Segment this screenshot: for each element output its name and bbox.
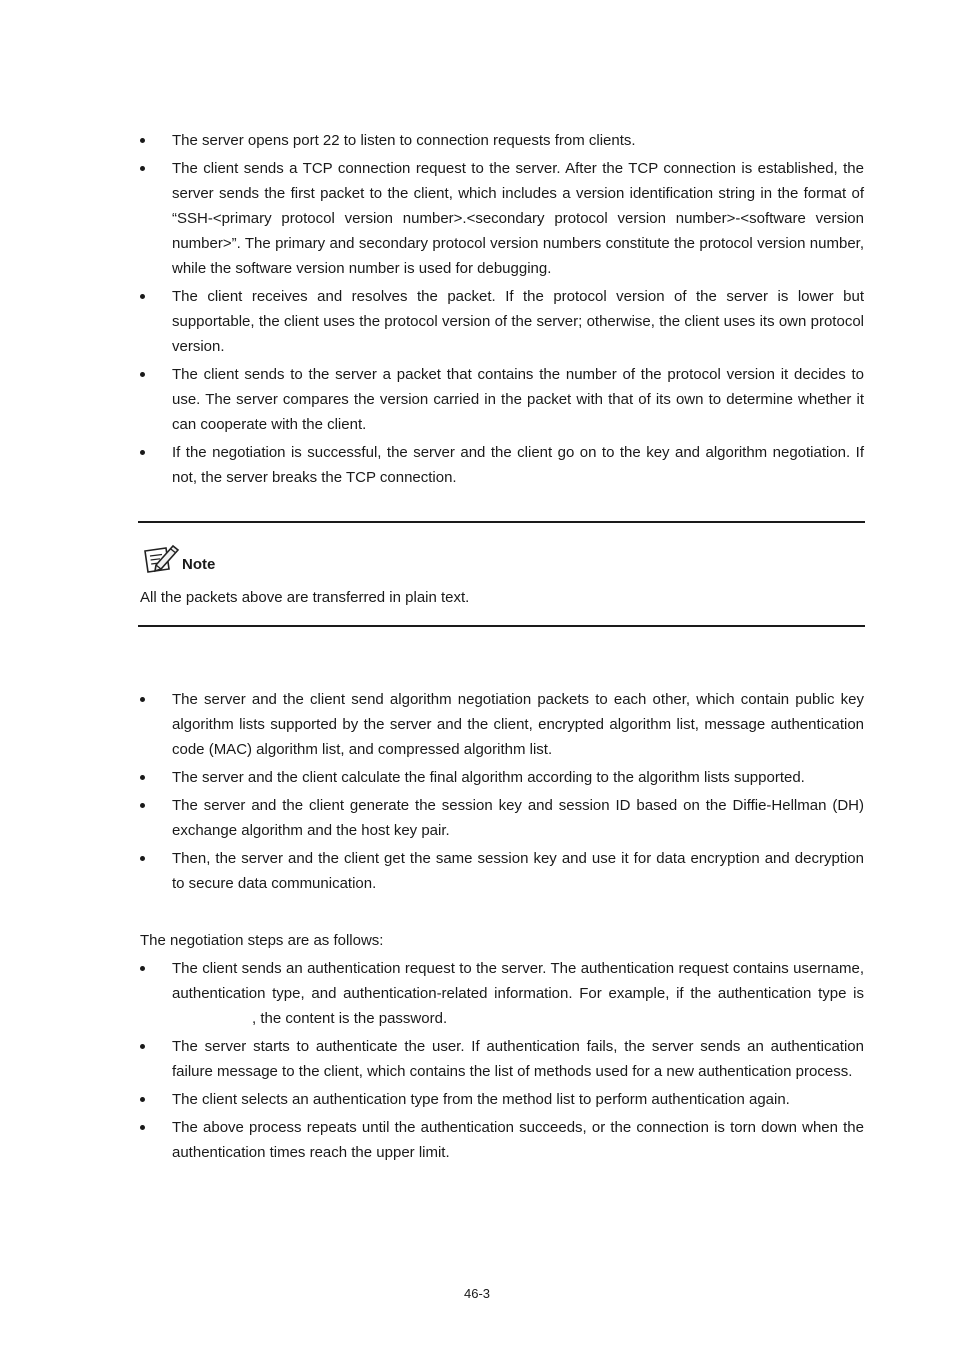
list-item: The server and the client generate the session key and session ID based on the Diffie-Hellman (DH) exchange algorithm and the host key pair. bbox=[140, 793, 864, 843]
authentication-intro: The negotiation steps are as follows: bbox=[140, 932, 384, 949]
page-number: 46-3 bbox=[463, 1286, 491, 1301]
bullet-icon bbox=[140, 803, 145, 808]
bullet-icon bbox=[140, 966, 145, 971]
list-item: The server opens port 22 to listen to connection requests from clients. bbox=[140, 128, 864, 153]
bullet-icon bbox=[140, 450, 145, 455]
version-negotiation-list bbox=[140, 128, 864, 493]
bullet-icon bbox=[140, 138, 145, 143]
bullet-icon bbox=[140, 1125, 145, 1130]
list-item: The server starts to authenticate the user. If authentication fails, the server sends an authentication failure message to the client, which contains the list of methods used for a new authentication process. bbox=[140, 1034, 864, 1084]
list-item: The client sends to the server a packet that contains the number of the protocol version it decides to use. The server compares the version carried in the packet with that of its own to determine whether it can cooperate with the client. bbox=[140, 362, 864, 437]
authentication-list bbox=[140, 956, 864, 1168]
note-header bbox=[142, 541, 215, 575]
bullet-icon bbox=[140, 1044, 145, 1049]
bullet-icon bbox=[140, 697, 145, 702]
list-item: The above process repeats until the authentication succeeds, or the connection is torn down when the authentication times reach the upper limit. bbox=[140, 1115, 864, 1165]
list-item: The client receives and resolves the packet. If the protocol version of the server is lower but supportable, the client uses the protocol version of the server; otherwise, the client uses its own protocol version. bbox=[140, 284, 864, 359]
note-pencil-icon bbox=[142, 543, 180, 575]
list-item: If the negotiation is successful, the server and the client go on to the key and algorithm negotiation. If not, the server breaks the TCP connection. bbox=[140, 440, 864, 490]
note-top-divider bbox=[138, 521, 865, 523]
list-item: The client selects an authentication type from the method list to perform authentication again. bbox=[140, 1087, 864, 1112]
note-text: All the packets above are transferred in plain text. bbox=[140, 589, 470, 606]
list-item: Then, the server and the client get the same session key and use it for data encryption and decryption to secure data communication. bbox=[140, 846, 864, 896]
bullet-icon bbox=[140, 856, 145, 861]
bullet-icon bbox=[140, 775, 145, 780]
bullet-icon bbox=[140, 1097, 145, 1102]
note-bottom-divider bbox=[138, 625, 865, 627]
bullet-icon bbox=[140, 166, 145, 171]
list-item: The client sends a TCP connection request to the server. After the TCP connection is established, the server sends the first packet to the client, which includes a version identification string in the format of “SSH-<primary protocol version number>.<secondary protocol version number>-<software version number>”. The primary and secondary protocol version numbers constitute the protocol version number, while the software version number is used for debugging. bbox=[140, 156, 864, 281]
list-item: The client sends an authentication request to the server. The authentication request contains username, authentication type, and authentication-related information. For example, if the authentication type is , the content is the password. bbox=[140, 956, 864, 1031]
bullet-icon bbox=[140, 294, 145, 299]
bullet-icon bbox=[140, 372, 145, 377]
note-label: Note bbox=[182, 556, 216, 573]
list-item: The server and the client calculate the final algorithm according to the algorithm lists supported. bbox=[140, 765, 864, 790]
list-item: The server and the client send algorithm negotiation packets to each other, which contain public key algorithm lists supported by the server and the client, encrypted algorithm list, message authentication code (MAC) algorithm list, and compressed algorithm list. bbox=[140, 687, 864, 762]
key-negotiation-list bbox=[140, 687, 864, 899]
